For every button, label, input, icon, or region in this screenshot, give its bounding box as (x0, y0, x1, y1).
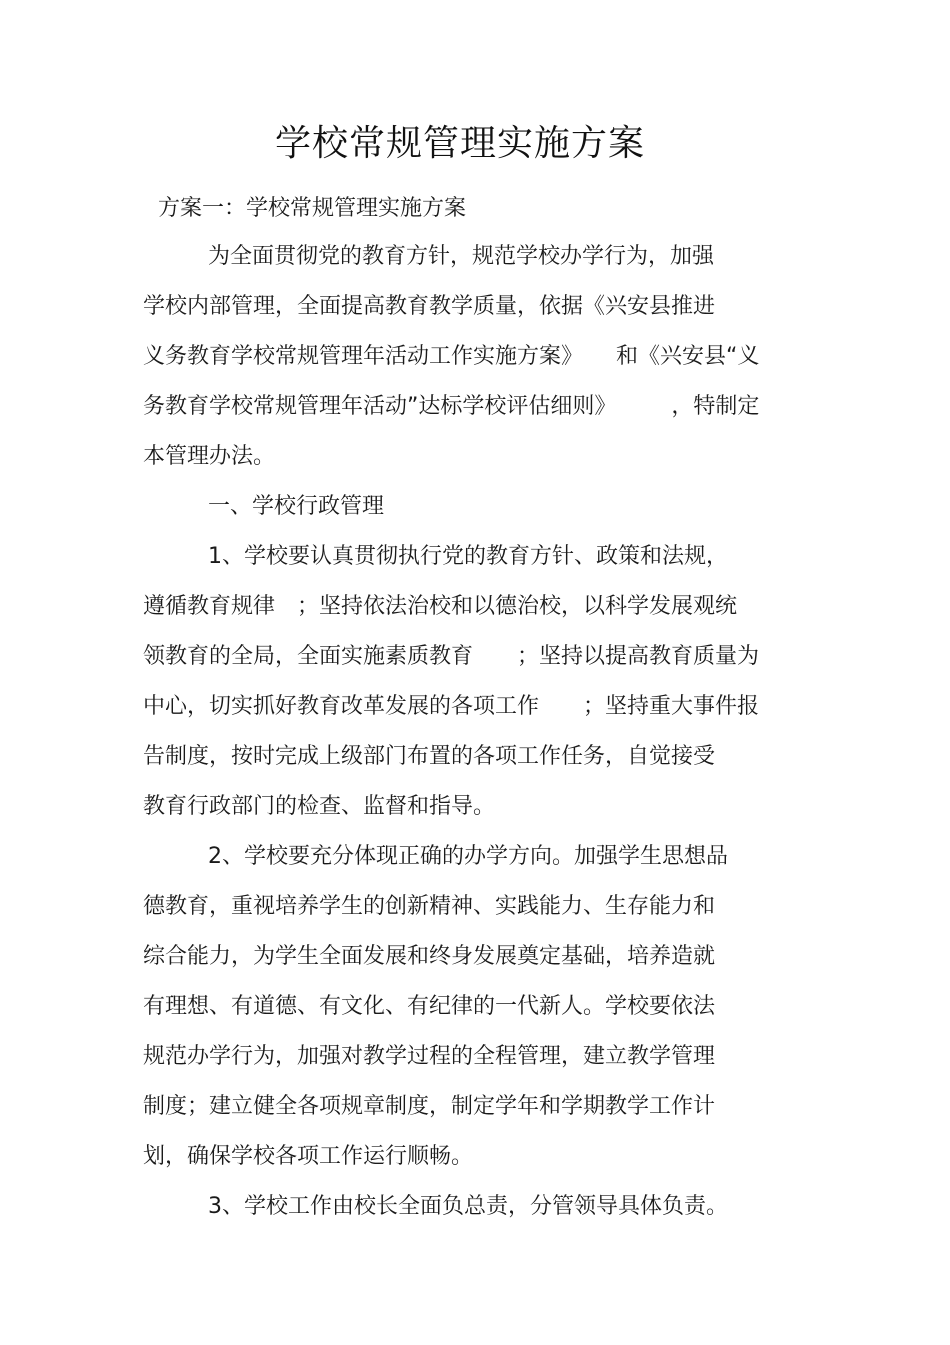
intro-line: 为全面贯彻党的教育方针，规范学校办学行为，加强 (208, 244, 715, 269)
item-1-line: 1、学校要认真贯彻执行党的教育方针、政策和法规， (208, 544, 728, 569)
section-heading: 一、学校行政管理 (208, 494, 385, 519)
intro-line: 学校内部管理，全面提高教育教学质量，依据《兴安县推进 (143, 294, 716, 319)
document-subtitle: 方案一：学校常规管理实施方案 (158, 196, 467, 221)
item-2-line: 德教育，重视培养学生的创新精神、实践能力、生存能力和 (143, 894, 716, 919)
item-2-line: 划，确保学校各项工作运行顺畅。 (143, 1144, 474, 1169)
item-2-line: 综合能力，为学生全面发展和终身发展奠定基础，培养造就 (143, 944, 716, 969)
intro-line: 务教育学校常规管理年活动”达标学校评估细则》 ，特制定 (143, 394, 760, 419)
item-1-line: 中心，切实抓好教育改革发展的各项工作 ；坚持重大事件报 (143, 694, 760, 719)
item-1-line: 教育行政部门的检查、监督和指导。 (143, 794, 496, 819)
document-title: 学校常规管理实施方案 (274, 123, 645, 164)
item-3-line: 3、学校工作由校长全面负总责，分管领导具体负责。 (208, 1194, 728, 1219)
item-1-line: 告制度，按时完成上级部门布置的各项工作任务，自觉接受 (143, 744, 716, 769)
item-1-line: 领教育的全局，全面实施素质教育 ；坚持以提高教育质量为 (143, 644, 760, 669)
item-1-line: 遵循教育规律 ；坚持依法治校和以德治校，以科学发展观统 (143, 594, 738, 619)
item-2-line: 制度；建立健全各项规章制度，制定学年和学期教学工作计 (143, 1094, 716, 1119)
item-2-line: 规范办学行为，加强对教学过程的全程管理，建立教学管理 (143, 1044, 716, 1069)
intro-line: 义务教育学校常规管理年活动工作实施方案》 和《兴安县“义 (143, 344, 760, 369)
item-2-line: 有理想、有道德、有文化、有纪律的一代新人。学校要依法 (143, 994, 716, 1019)
item-2-line: 2、学校要充分体现正确的办学方向。加强学生思想品 (208, 844, 728, 869)
intro-line: 本管理办法。 (143, 444, 276, 469)
